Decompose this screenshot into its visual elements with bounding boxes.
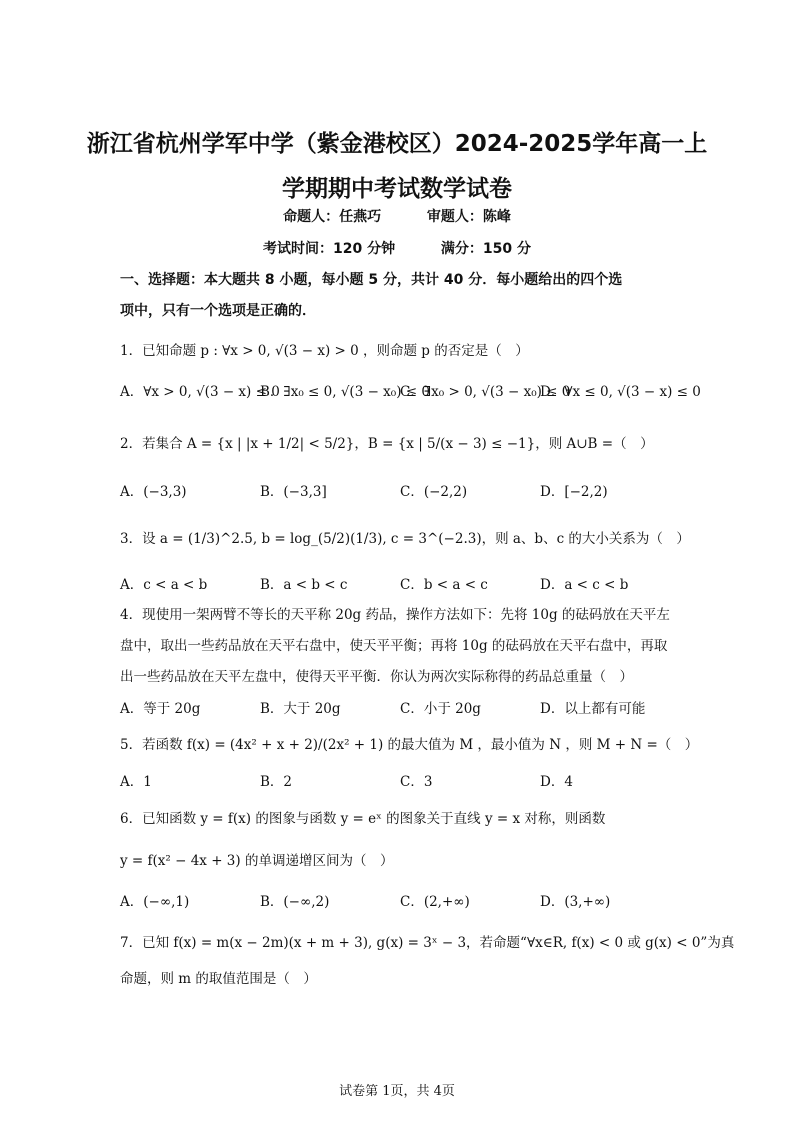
q3-option-b: B．a < b < c — [260, 577, 348, 593]
exam-title-line2: 学期期中考试数学试卷 — [282, 176, 512, 202]
q2-option-d: D．[−2,2) — [540, 484, 608, 500]
question-3-stem: 3．设 a = (1/3)^2.5, b = log_(5/2)(1/3), c = 3^(−2.3)，则 a、b、c 的大小关系为（ ） — [120, 531, 690, 547]
exam-title-line1: 浙江省杭州学军中学（紫金港校区）2024-2025学年高一上 — [86, 131, 708, 157]
q5-option-b: B．2 — [260, 774, 293, 790]
q3-option-c: C．b < a < c — [400, 577, 488, 593]
question-4-stem-line2: 盘中，取出一些药品放在天平右盘中，使天平平衡；再将 10g 的砝码放在天平右盘中，再取 — [120, 638, 668, 654]
authors-line — [0, 206, 794, 226]
question-5-stem: 5．若函数 f(x) = (4x² + x + 2)/(2x² + 1) 的最大值为 M ，最小值为 N ，则 M + N =（ ） — [120, 737, 699, 753]
q3-option-a: A．c < a < b — [120, 577, 208, 593]
question-6-stem-line1: 6．已知函数 y = f(x) 的图象与函数 y = eˣ 的图象关于直线 y = x 对称，则函数 — [120, 811, 606, 827]
q4-option-a: A．等于 20g — [120, 701, 201, 717]
q1-option-a: A．∀x > 0, √(3 − x) ≤ 0 — [120, 384, 280, 400]
q4-option-d: D．以上都有可能 — [540, 701, 646, 717]
section-heading-line1: 一、选择题：本大题共 8 小题，每小题 5 分，共计 40 分．每小题给出的四个选 — [120, 272, 623, 288]
q2-option-c: C．(−2,2) — [400, 484, 468, 500]
q6-option-a: A．(−∞,1) — [120, 894, 190, 910]
q2-option-b: B．(−3,3] — [260, 484, 327, 500]
time-score-line — [0, 238, 794, 258]
question-7-stem-line1: 7．已知 f(x) = m(x − 2m)(x + m + 3), g(x) = 3ˣ − 3，若命题“∀x∈R, f(x) < 0 或 g(x) < 0”为真 — [120, 935, 735, 951]
q1-option-c: C．∃x₀ > 0, √(3 − x₀) ≤ 0 — [400, 384, 571, 400]
q6-option-c: C．(2,+∞) — [400, 894, 470, 910]
q1-option-b: B．∃x₀ ≤ 0, √(3 − x₀) ≤ 0 — [260, 384, 430, 400]
question-2-stem: 2．若集合 A = {x | |x + 1/2| < 5/2}，B = {x | 5/(x − 3) ≤ −1}，则 A∪B =（ ） — [120, 436, 654, 452]
setter: 命题人：任燕巧 — [283, 209, 382, 225]
q3-option-d: D．a < c < b — [540, 577, 629, 593]
q1-option-d: D．∀x ≤ 0, √(3 − x) ≤ 0 — [540, 384, 701, 400]
full-score: 满分：150 分 — [440, 241, 531, 257]
q4-option-c: C．小于 20g — [400, 701, 481, 717]
q5-option-a: A．1 — [120, 774, 152, 790]
section-heading-line2: 项中，只有一个选项是正确的． — [120, 303, 316, 319]
q2-option-a: A．(−3,3) — [120, 484, 187, 500]
q4-option-b: B．大于 20g — [260, 701, 341, 717]
q5-option-d: D．4 — [540, 774, 573, 790]
question-4-stem-line1: 4．现使用一架两臂不等长的天平称 20g 药品，操作方法如下：先将 10g 的砝码放在天平左 — [120, 607, 670, 623]
question-4-stem-line3: 出一些药品放在天平左盘中，使得天平平衡．你认为两次实际称得的药品总重量（ ） — [120, 669, 633, 685]
question-6-stem-line2: y = f(x² − 4x + 3) 的单调递增区间为（ ） — [120, 853, 394, 869]
reviewer: 审题人：陈峰 — [426, 209, 511, 225]
q5-option-c: C．3 — [400, 774, 433, 790]
question-1-stem: 1．已知命题 p : ∀x > 0, √(3 − x) > 0 ，则命题 p 的否定是（ ） — [120, 343, 529, 359]
exam-time: 考试时间：120 分钟 — [263, 241, 396, 257]
question-7-stem-line2: 命题，则 m 的取值范围是（ ） — [120, 971, 317, 987]
page-footer: 试卷第 1页，共 4页 — [339, 1084, 455, 1099]
q6-option-b: B．(−∞,2) — [260, 894, 330, 910]
q6-option-d: D．(3,+∞) — [540, 894, 611, 910]
